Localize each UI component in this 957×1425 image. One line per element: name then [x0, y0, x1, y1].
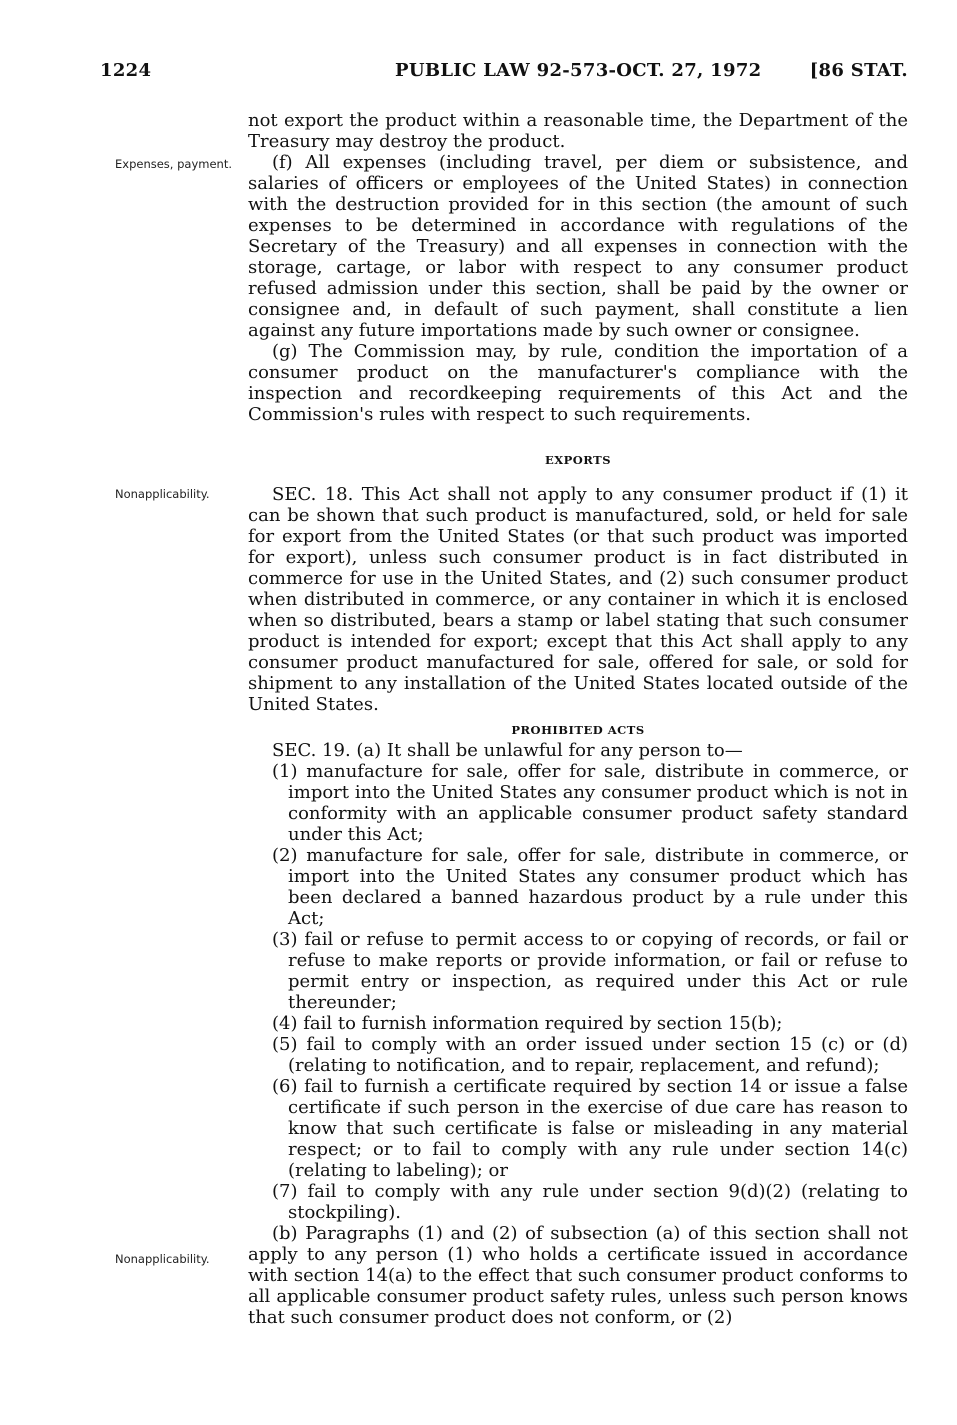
section-19-text: (a) It shall be unlawful for any person to— — [356, 740, 743, 761]
section-18-text: This Act shall not apply to any consumer product if (1) it can be shown that such product is manufactured, sold, or held for sale for export from the United States (or that such product was imported for export), unless such consumer product is in fact distributed in commerce for use in the United States, and (2) such consumer product when distributed in commerce, or any container in which it is enclosed when so distributed, bears a stamp or label stating that such consumer product is intended for export; except that this Act shall apply to any consumer product manufactured for sale, offered for sale, or sold for shipment to any installation of the United States located outside of the United States. — [248, 484, 908, 715]
list-item: (5) fail to comply with an order issued under section 15 (c) or (d) (relating to notification, and to repair, replacement, and refund); — [272, 1034, 908, 1076]
list-item: (1) manufacture for sale, offer for sale, distribute in commerce, or import into the United States any consumer product which is not in conformity with an applicable consumer product safety standard under this Act; — [272, 761, 908, 845]
list-item: (6) fail to furnish a certificate required by section 14 or issue a false certificate if such person in the exercise of due care has reason to know that such certificate is false or misleading in any material respect; or to fail to comply with any rule under section 14(c) (relating to labeling); or — [272, 1076, 908, 1181]
subsection-g: (g) The Commission may, by rule, condition the importation of a consumer product on the manufacturer's compliance with the inspection and recordkeeping requirements of this Act and the Commission's rules with respect to such requirements. — [248, 341, 908, 425]
section-18 — [248, 484, 908, 715]
list-item: (3) fail or refuse to permit access to or copying of records, or fail or refuse to make reports or provide information, or fail or refuse to permit entry or inspection, as required under this Act or rule thereunder; — [272, 929, 908, 1013]
subsection-f: (f) All expenses (including travel, per diem or subsistence, and salaries of officers or employees of the United States) in connection with the destruction provided for in this section (the amount of such expenses to be determined in accordance with regulations of the Secretary of the Treasury) and all expenses in connection with the storage, cartage, or labor with respect to any consumer product refused admission under this section, shall be paid by the owner or consignee and, in default of such payment, shall constitute a lien against any future importations made by such owner or consignee. — [248, 152, 908, 341]
volume-reference: [86 STAT. — [809, 60, 908, 81]
list-item: (4) fail to furnish information required by section 15(b); — [272, 1013, 783, 1034]
list-item: (7) fail to comply with any rule under section 9(d)(2) (relating to stockpiling). — [272, 1181, 908, 1223]
law-title: PUBLIC LAW 92-573-OCT. 27, 1972 — [395, 60, 762, 81]
margin-note-nonapplicability: Nonapplicability. — [115, 487, 210, 501]
list-item: (2) manufacture for sale, offer for sale, distribute in commerce, or import into the United States any consumer product which has been declared a banned hazardous product by a rule under this Act; — [272, 845, 908, 929]
intro-paragraph: not export the product within a reasonable time, the Department of the Treasury may destroy the product. — [248, 110, 908, 152]
heading-exports: EXPORTS — [544, 453, 612, 467]
page-number: 1224 — [100, 60, 152, 81]
section-18-label: SEC. 18. — [272, 484, 354, 505]
body-column-top — [248, 110, 908, 425]
section-19 — [248, 740, 908, 1328]
margin-note-expenses: Expenses, payment. — [115, 157, 232, 171]
heading-prohibited-acts: PROHIBITED ACTS — [511, 723, 645, 737]
section-19-label: SEC. 19. — [272, 740, 351, 761]
subsection-b: (b) Paragraphs (1) and (2) of subsection (a) of this section shall not apply to any person (1) who holds a certificate issued in accordance with section 14(a) to the effect that such consumer product conforms to all applicable consumer product safety rules, unless such person knows that such consumer product does not conform, or (2) — [248, 1223, 908, 1328]
margin-note-nonapplicability-2: Nonapplicability. — [115, 1252, 210, 1266]
